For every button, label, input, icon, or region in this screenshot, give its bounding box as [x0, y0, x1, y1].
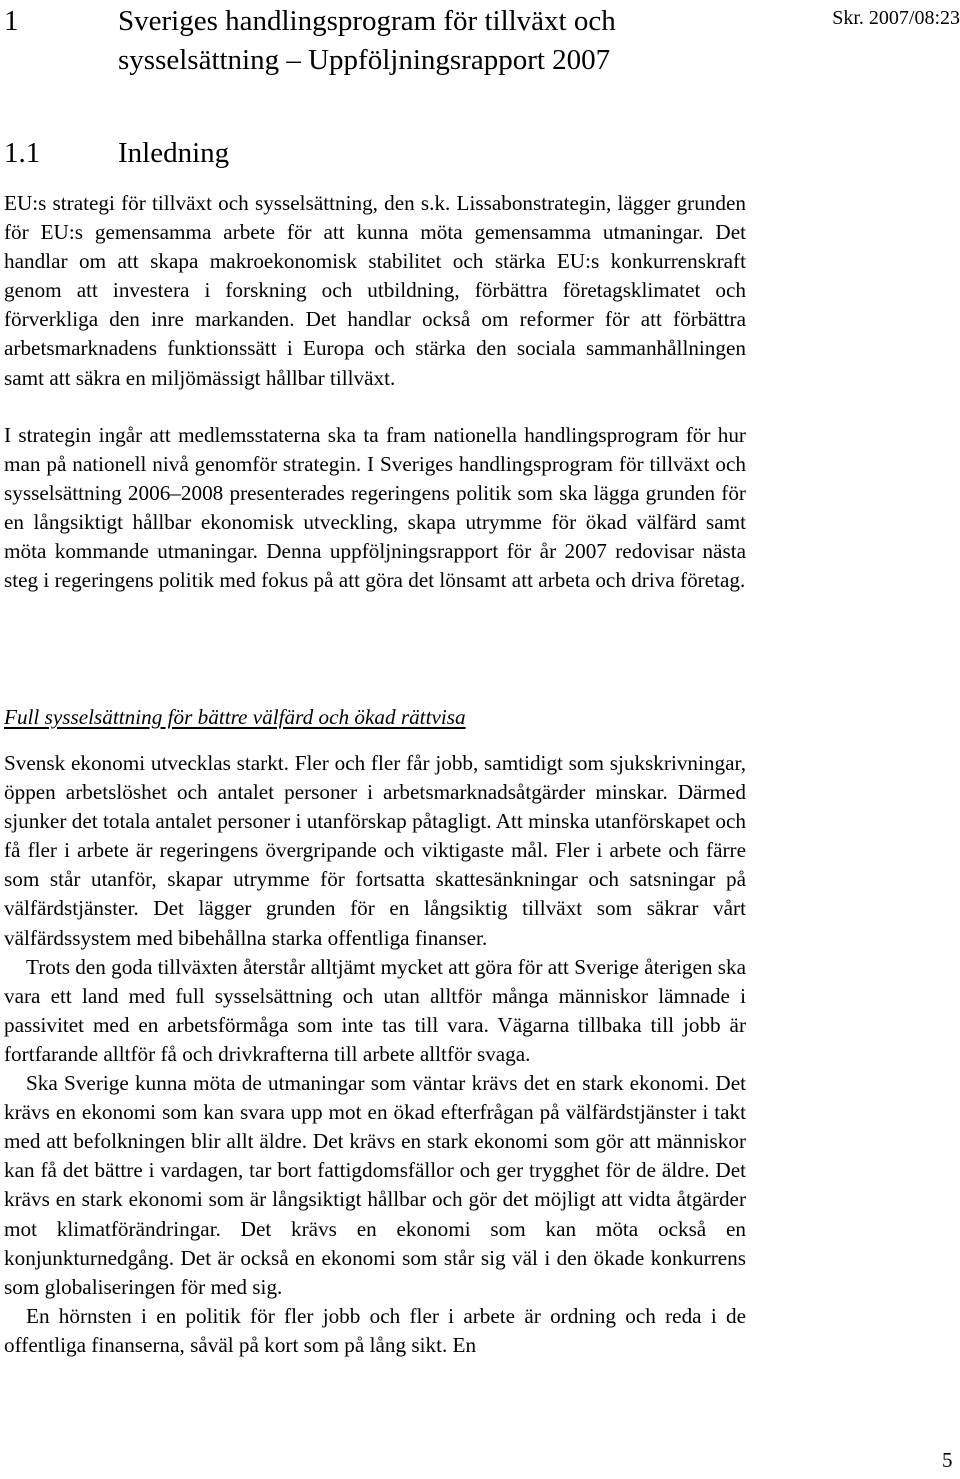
- section-title: Inledning: [118, 137, 230, 169]
- chapter-number: 1: [4, 5, 19, 37]
- subsection-body: [4, 749, 746, 1360]
- subsection-paragraph-1: Svensk ekonomi utvecklas starkt. Fler och fler får jobb, samtidigt som sjukskrivningar, öppen arbetslöshet och antalet personer i arbetsmarknadsåtgärder minskar. Därmed sjunker det totala antalet personer i utanförskap påtagligt. Att minska utanförskapet och få fler i arbete är regeringens övergripande och viktigaste mål. Fler i arbete och färre som står utanför, skapar utrymme för fortsatta skattesänkningar och satsningar på välfärdstjänster. Det lägger grunden för en långsiktig tillväxt som säkrar vårt välfärdssystem med bibehållna starka offentliga finanser.: [4, 751, 746, 950]
- subsection-paragraph-4: En hörnsten i en politik för fler jobb och fler i arbete är ordning och reda i de offentliga finanserna, såväl på kort som på lång sikt. En: [4, 1303, 746, 1357]
- subsection-paragraph-2: Trots den goda tillväxten återstår alltjämt mycket att göra för att Sverige återigen ska vara ett land med full sysselsättning och utan alltför många människor lämnade i passivitet med en arbetsförmåga som inte tas till vara. Vägarna tillbaka till jobb är fortfarande alltför få och drivkrafterna till arbete alltför svaga.: [4, 954, 746, 1066]
- document-reference: Skr. 2007/08:23: [832, 7, 960, 29]
- subsection-paragraph-3: Ska Sverige kunna möta de utmaningar som väntar krävs det en stark ekonomi. Det krävs en ekonomi som kan svara upp mot en ökad efterfrågan på välfärdstjänster i takt med att befolkningen blir allt äldre. Det krävs en stark ekonomi som gör att människor kan få det bättre i vardagen, tar bort fattigdomsfällor och ger trygghet för de äldre. Det krävs en stark ekonomi som är långsiktigt hållbar och gör det möjligt att vidta åtgärder mot klimatförändringar. Det krävs en ekonomi som kan möta också en konjunkturnedgång. Det är också en ekonomi som står sig väl i den ökade konkurrens som globaliseringen för med sig.: [4, 1071, 746, 1299]
- intro-paragraph-1: EU:s strategi för tillväxt och sysselsättning, den s.k. Lissabonstrategin, lägger grunden för EU:s gemensamma arbete för att kunna möta gemensamma utmaningar. Det handlar om att skapa makroekonomisk stabilitet och stärka EU:s konkurrenskraft genom att investera i forskning och utbildning, förbättra företagsklimatet och förverkliga den inre markanden. Det handlar också om reformer för att förbättra arbetsmarknadens funktionssätt i Europa och stärka den sociala sammanhållningen samt att säkra en miljömässigt hållbar tillväxt.: [4, 191, 746, 390]
- chapter-title: Sveriges handlingsprogram för tillväxt och sysselsättning – Uppföljningsrapport 2007: [118, 5, 616, 76]
- page-number: 5: [942, 1448, 953, 1472]
- subsection-heading: Full sysselsättning för bättre välfärd och ökad rättvisa: [4, 705, 466, 729]
- section-number: 1.1: [4, 137, 41, 169]
- intro-paragraph-2: I strategin ingår att medlemsstaterna ska ta fram nationella handlingsprogram för hur man på nationell nivå genomför strategin. I Sveriges handlingsprogram för tillväxt och sysselsättning 2006–2008 presenterades regeringens politik som ska lägga grunden för en långsiktigt hållbar ekonomisk utveckling, skapa utrymme för ökad välfärd samt möta kommande utmaningar. Denna uppföljningsrapport för år 2007 redovisar nästa steg i regeringens politik med fokus på att göra det lönsamt att arbeta och driva företag.: [4, 423, 746, 593]
